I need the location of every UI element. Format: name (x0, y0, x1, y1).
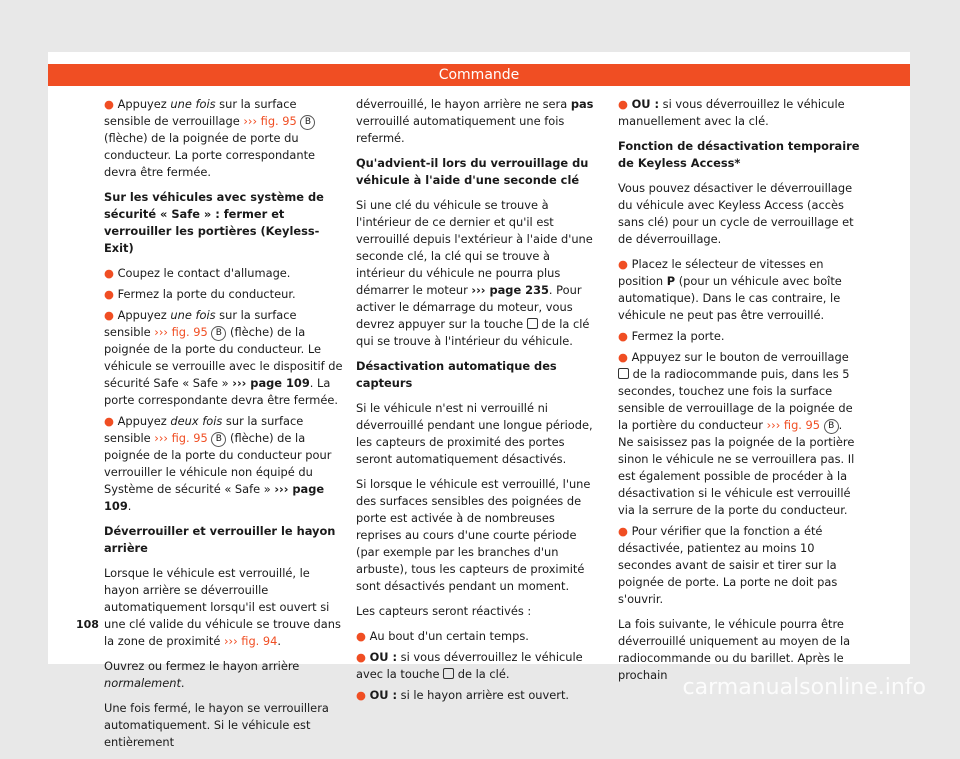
bullet-icon: ● (104, 308, 114, 322)
page-reference[interactable]: ››› page 109 (104, 482, 325, 513)
bullet-item: ● OU : si vous déverrouillez le véhicule manuellement avec la clé. (618, 97, 845, 128)
lock-icon (618, 368, 629, 379)
bullet-icon: ● (356, 629, 366, 643)
section-heading: Sur les véhicules avec système de sécurité « Safe » : fermer et verrouiller les portières (Keyless-Exit) (104, 190, 324, 255)
bullet-icon: ● (104, 97, 114, 111)
page-number: 108 (76, 618, 99, 631)
bullet-item: ● OU : si le hayon arrière est ouvert. (356, 688, 570, 702)
bullet-item: ● Appuyez sur le bouton de verrouillage de la radiocommande puis, dans les 5 secondes, touchez une fois la surface sensible de verrouillage de la poignée de la portière du conducteur ››› fig. 95 B . Ne saisissez pas la poignée de la portière sinon le véhicule ne se verrouillera pas. Il est également possible de procéder à la désactivation si le véhicule est verrouillé via la serrure de la porte du conducteur. (618, 350, 855, 517)
bullet-item: ● Appuyez une fois sur la surface sensible de verrouillage ››› fig. 95 B (flèche) de la poignée de porte du conducteur. La porte correspondante devra être fermée. (104, 97, 316, 179)
bullet-item: ● Appuyez une fois sur la surface sensible ››› fig. 95 B (flèche) de la poignée de la porte du conducteur. Le véhicule se verrouille avec le dispositif de sécurité Safe « Safe » ››› page 109. La porte correspondante devra être fermée. (104, 308, 343, 407)
bullet-item: ● Fermez la porte du conducteur. (104, 287, 296, 301)
bullet-icon: ● (618, 524, 628, 538)
section-heading: Désactivation automatique des capteurs (356, 359, 557, 390)
lock-icon (443, 668, 454, 679)
page-reference[interactable]: ››› page 235 (471, 283, 549, 297)
paragraph: Si lorsque le véhicule est verrouillé, l'une des surfaces sensibles des poignées de porte est activée à de nombreuses reprises au cours d'une courte période (par exemple par les branches d'un arbuste), tous les capteurs de proximité sont désactivés pendant un moment. (356, 477, 591, 593)
paragraph: Lorsque le véhicule est verrouillé, le hayon arrière se déverrouille automatiquement lorsqu'il est ouvert si une clé valide du véhicule se trouve dans la zone de proximité ››› fig. 94. (104, 566, 341, 648)
column-3 (618, 96, 860, 692)
section-heading: Fonction de désactivation temporaire de Keyless Access* (618, 139, 860, 170)
section-heading: Qu'advient-il lors du verrouillage du véhicule à l'aide d'une seconde clé (356, 156, 589, 187)
section-heading: Déverrouiller et verrouiller le hayon arrière (104, 524, 336, 555)
paragraph: déverrouillé, le hayon arrière ne sera pas verrouillé automatiquement une fois refermé. (356, 97, 594, 145)
paragraph: Une fois fermé, le hayon se verrouillera automatiquement. Si le véhicule est entièrement (104, 701, 329, 749)
bullet-icon: ● (618, 350, 628, 364)
bullet-item: ● Coupez le contact d'allumage. (104, 266, 291, 280)
callout-badge: B (300, 115, 315, 130)
lock-icon (527, 318, 538, 329)
paragraph: Ouvrez ou fermez le hayon arrière normalement. (104, 659, 300, 690)
bullet-item: ● Fermez la porte. (618, 329, 725, 343)
bullet-icon: ● (104, 266, 114, 280)
bullet-item: ● Pour vérifier que la fonction a été désactivée, patientez au moins 10 secondes avant de saisir et tirer sur la poignée de porte. La porte ne doit pas s'ouvrir. (618, 524, 838, 606)
figure-link[interactable]: ››› fig. 95 (243, 114, 297, 128)
bullet-icon: ● (618, 97, 628, 111)
paragraph: La fois suivante, le véhicule pourra être déverrouillé uniquement au moyen de la radiocommande ou du barillet. Après le prochain (618, 617, 851, 682)
figure-link[interactable]: ››› fig. 95 (766, 418, 821, 432)
bullet-icon: ● (104, 287, 114, 301)
paragraph: Si une clé du véhicule se trouve à l'intérieur de ce dernier et qu'il est verrouillé depuis l'extérieur à l'aide d'une seconde clé, la clé qui se trouve à intérieur du véhicule ne pourra plus démarrer le moteur ››› page 235. Pour activer le démarrage du moteur, vous devrez appuyer sur la touche de la clé qui se trouve à l'intérieur du véhicule. (356, 198, 593, 348)
section-header: Commande (48, 64, 910, 86)
bullet-icon: ● (356, 688, 366, 702)
bullet-item: ● Placez le sélecteur de vitesses en position P (pour un véhicule avec boîte automatique). Dans le cas contraire, le véhicule ne peut pas être verrouillé. (618, 257, 842, 322)
bullet-icon: ● (618, 329, 628, 343)
page-reference[interactable]: ››› page 109 (232, 376, 310, 390)
figure-link[interactable]: ››› fig. 94 (223, 634, 278, 648)
bullet-icon: ● (618, 257, 628, 271)
figure-link[interactable]: ››› fig. 95 (154, 431, 208, 445)
watermark: carmanualsonline.info (682, 675, 926, 700)
callout-badge: B (824, 419, 839, 434)
bullet-item: ● Au bout d'un certain temps. (356, 629, 529, 643)
bullet-item: ● OU : si vous déverrouillez le véhicule avec la touche de la clé. (356, 650, 583, 681)
callout-badge: B (211, 432, 226, 447)
paragraph: Vous pouvez désactiver le déverrouillage du véhicule avec Keyless Access (accès sans clé) pour un cycle de verrouillage et de déverrouillage. (618, 181, 854, 246)
bullet-icon: ● (104, 414, 114, 428)
bullet-item: ● Appuyez deux fois sur la surface sensible ››› fig. 95 B (flèche) de la poignée de la porte du conducteur pour verrouiller le véhicule non équipé du Système de sécurité « Safe » ››› page 109. (104, 414, 332, 513)
column-1 (104, 96, 346, 759)
figure-link[interactable]: ››› fig. 95 (154, 325, 208, 339)
column-2 (356, 96, 598, 708)
paragraph: Si le véhicule n'est ni verrouillé ni déverrouillé pendant une longue période, les capteurs de proximité des portes seront automatiquement désactivés. (356, 401, 593, 466)
paragraph: Les capteurs seront réactivés : (356, 604, 532, 618)
callout-badge: B (211, 326, 226, 341)
bullet-icon: ● (356, 650, 366, 664)
